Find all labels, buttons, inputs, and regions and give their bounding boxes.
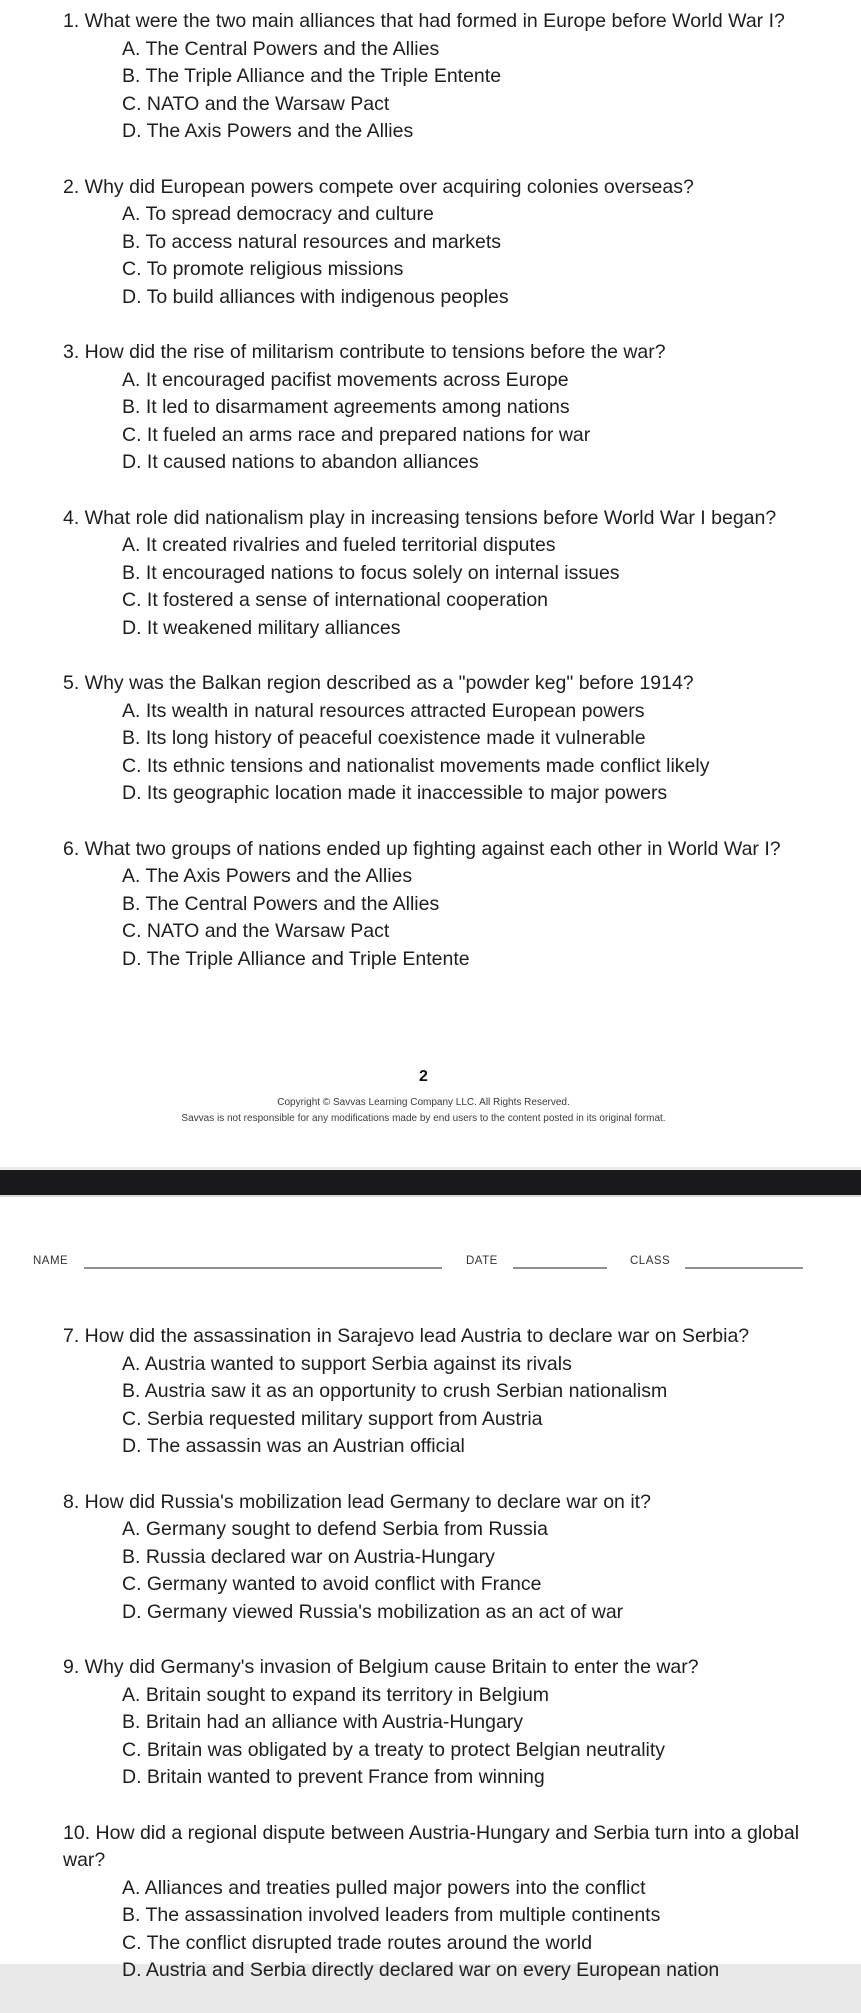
answer-option: C. It fostered a sense of international cooperation [122, 589, 549, 611]
answer-option: D. The assassin was an Austrian official [122, 1435, 465, 1457]
answer-option: C. The conflict disrupted trade routes around the world [122, 1931, 593, 1954]
question-text: 2. Why did European powers compete over acquiring colonies overseas? [63, 175, 694, 198]
answer-option: C. Britain was obligated by a treaty to protect Belgian neutrality [122, 1738, 666, 1761]
answer-option: D. Its geographic location made it inaccessible to major powers [122, 782, 668, 804]
question-block [63, 8, 808, 146]
answer-option: B. Its long history of peaceful coexistence made it vulnerable [122, 727, 646, 749]
answer-option: A. Austria wanted to support Serbia against its rivals [122, 1352, 572, 1375]
question-text: 10. How did a regional dispute between Austria-Hungary and Serbia turn into a global war? [63, 1821, 800, 1871]
answer-option: C. NATO and the Warsaw Pact [122, 92, 390, 115]
disclaimer-line: Savvas is not responsible for any modifications made by end users to the content posted in its original format. [181, 1112, 666, 1124]
name-blank-line [84, 1267, 442, 1269]
question-block [63, 836, 808, 974]
question-block [63, 1489, 808, 1627]
answer-option: B. Britain had an alliance with Austria-Hungary [122, 1711, 524, 1733]
question-block [63, 339, 808, 477]
question-block [63, 505, 808, 643]
copyright-line: Copyright © Savvas Learning Company LLC. All Rights Reserved. [277, 1097, 570, 1108]
question-block [63, 1820, 808, 1985]
page-number: 2 [419, 1068, 428, 1085]
answer-option: D. It weakened military alliances [122, 616, 401, 639]
answer-option: D. Germany viewed Russia's mobilization as an act of war [122, 1600, 624, 1623]
answer-option: D. The Axis Powers and the Allies [122, 120, 414, 142]
answer-option: B. The Central Powers and the Allies [122, 892, 440, 915]
worksheet-page-2 [0, 1197, 861, 1981]
question-text: 6. What two groups of nations ended up fighting against each other in World War I? [63, 837, 781, 860]
answer-option: B. The Triple Alliance and the Triple Entente [122, 65, 502, 87]
question-text: 1. What were the two main alliances that had formed in Europe before World War I? [63, 10, 785, 32]
answer-option: A. It encouraged pacifist movements across Europe [122, 368, 569, 391]
question-block [63, 1654, 808, 1792]
question-block [63, 670, 808, 808]
answer-option: B. The assassination involved leaders from multiple continents [122, 1904, 661, 1926]
page-separator-bar [0, 1167, 861, 1197]
question-block [63, 1323, 808, 1461]
question-text: 7. How did the assassination in Sarajevo lead Austria to declare war on Serbia? [63, 1325, 750, 1347]
answer-option: B. To access natural resources and markets [122, 230, 501, 253]
answer-option: A. It created rivalries and fueled territorial disputes [122, 534, 556, 556]
answer-option: C. To promote religious missions [122, 258, 404, 280]
name-label: NAME [33, 1255, 69, 1267]
question-text: 9. Why did Germany's invasion of Belgium cause Britain to enter the war? [63, 1656, 699, 1678]
answer-option: D. Austria and Serbia directly declared war on every European nation [122, 1959, 720, 1981]
questions-list-page2 [0, 1323, 861, 2013]
question-text: 4. What role did nationalism play in increasing tensions before World War I began? [63, 506, 777, 529]
answer-option: A. To spread democracy and culture [122, 203, 434, 225]
answer-option: A. The Central Powers and the Allies [122, 37, 440, 60]
answer-option: B. Austria saw it as an opportunity to crush Serbian nationalism [122, 1380, 668, 1402]
question-text: 8. How did Russia's mobilization lead Germany to declare war on it? [63, 1490, 651, 1513]
date-blank-line [513, 1267, 607, 1269]
answer-option: A. Alliances and treaties pulled major powers into the conflict [122, 1876, 646, 1899]
answer-option: B. Russia declared war on Austria-Hungary [122, 1545, 495, 1568]
page-footer [0, 1067, 861, 1126]
answer-option: C. It fueled an arms race and prepared nations for war [122, 423, 591, 446]
answer-option: C. Its ethnic tensions and nationalist movements made conflict likely [122, 754, 710, 777]
question-text: 3. How did the rise of militarism contribute to tensions before the war? [63, 341, 666, 363]
questions-list-page1 [0, 0, 861, 1001]
answer-option: D. To build alliances with indigenous peoples [122, 285, 509, 308]
answer-option: A. The Axis Powers and the Allies [122, 865, 413, 887]
answer-option: D. The Triple Alliance and Triple Entente [122, 947, 470, 970]
class-blank-line [685, 1267, 803, 1269]
answer-option: C. NATO and the Warsaw Pact [122, 920, 390, 942]
date-label: DATE [466, 1255, 498, 1267]
answer-option: D. Britain wanted to prevent France from winning [122, 1766, 545, 1788]
answer-option: A. Britain sought to expand its territory in Belgium [122, 1683, 550, 1706]
question-text: 5. Why was the Balkan region described as a "powder keg" before 1914? [63, 672, 694, 694]
answer-option: B. It encouraged nations to focus solely on internal issues [122, 561, 620, 584]
answer-option: C. Germany wanted to avoid conflict with France [122, 1573, 542, 1595]
answer-option: D. It caused nations to abandon alliances [122, 451, 479, 473]
answer-option: B. It led to disarmament agreements among nations [122, 396, 570, 418]
answer-option: A. Germany sought to defend Serbia from Russia [122, 1518, 548, 1540]
answer-option: C. Serbia requested military support from Austria [122, 1407, 543, 1430]
answer-option: A. Its wealth in natural resources attracted European powers [122, 699, 645, 722]
question-block [63, 174, 808, 312]
class-label: CLASS [630, 1255, 671, 1267]
